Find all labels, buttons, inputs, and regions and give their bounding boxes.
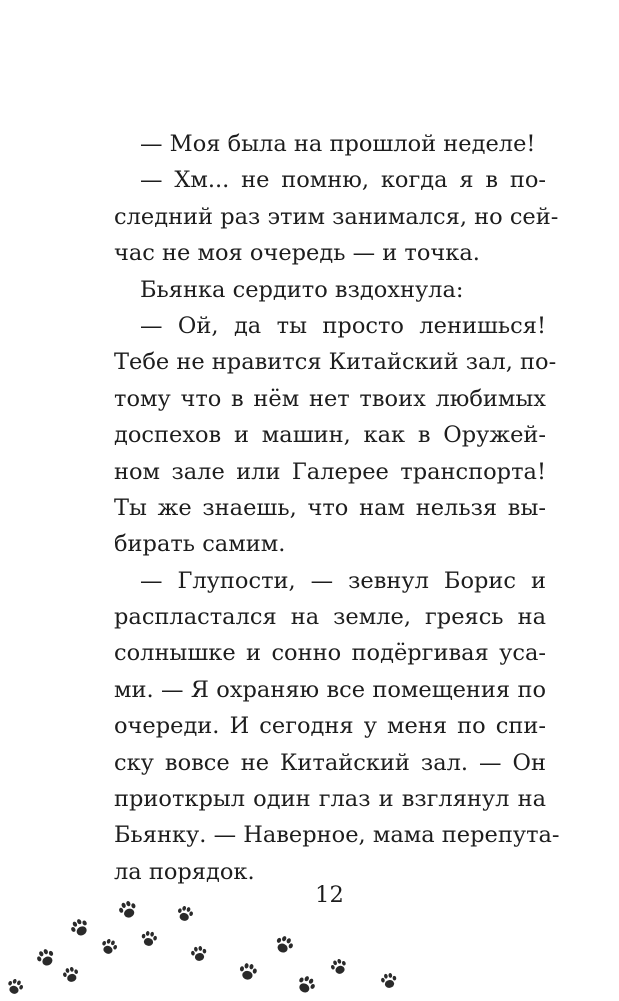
paw-toe: [121, 902, 127, 908]
paw-print-icon: [189, 944, 210, 965]
text-line: ми. — Я охраняю все помещения по: [114, 676, 546, 703]
text-line: ску вовсе не Китайский зал. — Он: [114, 749, 546, 776]
paw-toe: [276, 937, 282, 943]
paw-toe: [146, 931, 150, 936]
paw-toe: [244, 963, 249, 969]
paw-toe: [304, 975, 310, 982]
paw-pad: [242, 970, 254, 980]
paw-toe: [384, 974, 388, 979]
paw-toe: [106, 938, 111, 944]
paw-toe: [82, 920, 88, 926]
paw-print-icon: [33, 945, 60, 972]
text-line: солнышке и сонно подёргивая уса-: [114, 640, 546, 667]
paw-pad: [102, 945, 113, 956]
text-line: бирать самим.: [114, 531, 286, 558]
paw-toe: [198, 946, 202, 951]
text-line: следний раз этим занимался, но сей-: [114, 203, 559, 230]
paw-pad: [66, 973, 77, 983]
paw-toe: [191, 951, 195, 956]
paw-toe: [70, 926, 76, 932]
paw-toe: [72, 921, 78, 928]
text-line: — Хм... не помню, когда я в по-: [140, 167, 546, 194]
paw-toe: [392, 976, 396, 981]
paw-pad: [123, 907, 136, 919]
paw-toe: [16, 980, 21, 986]
paw-toe: [337, 958, 342, 964]
paw-toe: [298, 977, 304, 983]
paw-toe: [65, 968, 70, 974]
paw-toe: [131, 903, 137, 909]
paw-toe: [194, 947, 198, 952]
paw-toe: [12, 978, 17, 984]
paw-pad: [41, 955, 54, 967]
paw-toe: [63, 972, 68, 977]
paw-toe: [8, 980, 13, 986]
paw-print-icon: [271, 932, 298, 959]
paw-pad: [298, 982, 311, 995]
text-line: Ты же знаешь, что нам нельзя вы-: [114, 494, 546, 521]
paw-toe: [113, 944, 118, 950]
page-number: 12: [315, 882, 344, 908]
paw-pad: [276, 942, 289, 954]
paw-print-icon: [3, 975, 26, 998]
paw-toe: [69, 967, 74, 973]
text-line: очереди. И сегодня у меня по спи-: [114, 713, 546, 740]
paw-toe: [286, 938, 292, 945]
paw-print-icon: [236, 960, 259, 983]
paw-toe: [330, 964, 335, 970]
text-line: приоткрыл один глаз и взглянул на: [114, 786, 546, 813]
paw-print-icon: [174, 903, 196, 925]
paw-print-icon: [97, 935, 120, 958]
paw-toe: [76, 918, 82, 925]
text-line: Бьянку. — Наверное, мама перепута-: [114, 822, 560, 849]
paw-toe: [19, 984, 24, 990]
paw-toe: [126, 900, 132, 906]
text-line: ном зале или Галерее транспорта!: [114, 458, 546, 485]
paw-toe: [186, 907, 191, 913]
paw-pad: [143, 937, 154, 946]
text-line: — Моя была на прошлой неделе!: [140, 131, 536, 157]
paw-toe: [48, 950, 54, 956]
text-line: час не моя очередь — и точка.: [114, 240, 480, 267]
paw-toe: [189, 911, 194, 916]
paw-print-icon: [327, 955, 350, 978]
paw-toe: [202, 949, 206, 954]
text-line: — Глупости, — зевнул Борис и: [140, 567, 546, 594]
paw-pad: [75, 925, 88, 938]
paw-toe: [308, 978, 314, 985]
paw-toe: [252, 968, 257, 974]
paw-pad: [334, 965, 345, 976]
paw-pad: [8, 985, 19, 996]
paw-toe: [310, 983, 316, 989]
text-line: распластался на земле, греясь на: [114, 604, 546, 631]
paw-toe: [341, 960, 346, 966]
paw-pad: [179, 912, 190, 922]
paw-pad: [194, 952, 205, 961]
paw-toe: [177, 908, 182, 913]
paw-toe: [150, 932, 154, 937]
paw-print-icon: [139, 929, 160, 950]
text-line: Тебе не нравится Китайский зал, по-: [114, 349, 557, 376]
paw-toe: [388, 973, 392, 978]
paw-toe: [182, 906, 187, 912]
paw-toe: [333, 960, 338, 966]
paw-toe: [288, 943, 294, 949]
paw-toe: [36, 956, 42, 962]
paw-print-icon: [379, 971, 400, 992]
paw-toe: [141, 934, 145, 939]
paw-toe: [102, 940, 107, 946]
paw-toe: [249, 964, 254, 970]
paw-toe: [281, 935, 287, 942]
paw-toe: [38, 951, 44, 958]
text-line: — Ой, да ты просто ленишься!: [140, 312, 546, 339]
text-line: доспехов и машин, как в Оружей-: [114, 422, 546, 449]
paw-print-icon: [60, 964, 82, 986]
text-line: ла порядок.: [114, 858, 255, 885]
paw-toe: [240, 966, 245, 972]
paw-print-icon: [66, 914, 93, 941]
text-line: тому что в нём нет твоих любимых: [114, 385, 546, 412]
paw-print-icon: [292, 971, 319, 998]
paw-toe: [153, 936, 157, 941]
paw-pad: [384, 979, 395, 988]
paw-toe: [381, 978, 385, 983]
paw-toe: [43, 948, 49, 955]
body-text: [114, 126, 560, 890]
paw-toe: [118, 907, 124, 913]
text-line: Бьянка сердито вздохнула:: [140, 276, 464, 303]
paw-toe: [74, 969, 79, 974]
paw-toe: [110, 940, 115, 946]
